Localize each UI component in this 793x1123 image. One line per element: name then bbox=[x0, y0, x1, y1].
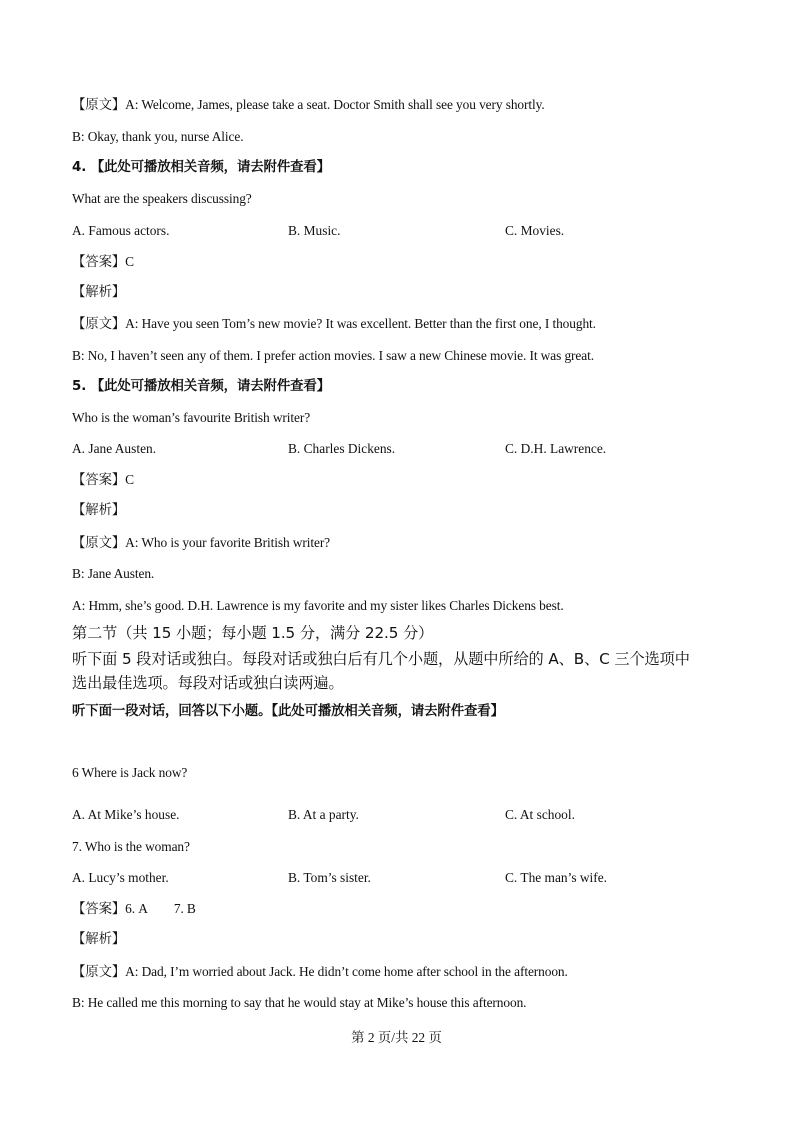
question-5-option-c: C. D.H. Lawrence. bbox=[505, 441, 607, 456]
transcript-line: B: No, I haven’t seen any of them. I prefer action movies. I saw a new Chinese movie. It was great. bbox=[72, 348, 594, 363]
question-4-option-a: A. Famous actors. bbox=[72, 223, 170, 238]
transcript-text: A: Welcome, James, please take a seat. Doctor Smith shall see you very shortly. bbox=[125, 97, 545, 112]
question-5-text: Who is the woman’s favourite British writer? bbox=[72, 410, 311, 425]
question-4-title: 4. 【此处可播放相关音频，请去附件查看】 bbox=[72, 160, 330, 175]
answer-value: C bbox=[125, 254, 135, 269]
transcript-line bbox=[72, 535, 330, 552]
original-text-tag: 【原文】 bbox=[72, 317, 126, 332]
question-5-analysis: 【解析】 bbox=[72, 503, 126, 518]
question-6-text: 6 Where is Jack now? bbox=[72, 765, 188, 780]
section-2-instructions: 选出最佳选项。每段对话或独白读两遍。 bbox=[72, 674, 344, 692]
original-text-tag: 【原文】 bbox=[72, 965, 126, 980]
section-2-instructions: 听下面 5 段对话或独白。每段对话或独白后有几个小题，从题中所给的 A、B、C 三个选项中 bbox=[72, 650, 690, 668]
transcript-line bbox=[72, 97, 545, 114]
question-4-text: What are the speakers discussing? bbox=[72, 191, 252, 206]
question-4-analysis: 【解析】 bbox=[72, 285, 126, 300]
question-6-option-c: C. At school. bbox=[505, 807, 575, 822]
dialog-instruction: 听下面一段对话，回答以下小题。【此处可播放相关音频，请去附件查看】 bbox=[72, 704, 504, 719]
questions-6-7-answer bbox=[72, 901, 196, 918]
transcript-line: B: He called me this morning to say that he would stay at Mike’s house this afternoon. bbox=[72, 995, 527, 1010]
answer-tag: 【答案】 bbox=[72, 473, 126, 488]
question-6-option-a: A. At Mike’s house. bbox=[72, 807, 180, 822]
original-text-tag: 【原文】 bbox=[72, 536, 126, 551]
transcript-line: B: Okay, thank you, nurse Alice. bbox=[72, 129, 244, 144]
answer-tag: 【答案】 bbox=[72, 255, 126, 270]
question-7-option-b: B. Tom’s sister. bbox=[288, 870, 371, 885]
transcript-line bbox=[72, 316, 596, 333]
transcript-text: A: Have you seen Tom’s new movie? It was excellent. Better than the first one, I thought. bbox=[125, 316, 596, 331]
transcript-line: A: Hmm, she’s good. D.H. Lawrence is my favorite and my sister likes Charles Dickens best. bbox=[72, 598, 564, 613]
question-4-option-b: B. Music. bbox=[288, 223, 341, 238]
answer-value: 6. A bbox=[125, 901, 148, 916]
question-5-option-a: A. Jane Austen. bbox=[72, 441, 157, 456]
questions-6-7-analysis: 【解析】 bbox=[72, 932, 126, 947]
section-2-title: 第二节（共 15 小题；每小题 1.5 分，满分 22.5 分） bbox=[72, 624, 434, 642]
question-4-option-c: C. Movies. bbox=[505, 223, 565, 238]
question-5-answer bbox=[72, 472, 134, 489]
question-7-option-c: C. The man’s wife. bbox=[505, 870, 608, 885]
page-number: 第 2 页/共 22 页 bbox=[351, 1030, 442, 1045]
question-4-answer bbox=[72, 254, 134, 271]
original-text-tag: 【原文】 bbox=[72, 98, 126, 113]
transcript-line: B: Jane Austen. bbox=[72, 566, 155, 581]
question-7-option-a: A. Lucy’s mother. bbox=[72, 870, 169, 885]
transcript-text: A: Dad, I’m worried about Jack. He didn’t come home after school in the afternoon. bbox=[125, 964, 568, 979]
transcript-text: A: Who is your favorite British writer? bbox=[125, 535, 331, 550]
question-5-title: 5. 【此处可播放相关音频，请去附件查看】 bbox=[72, 379, 330, 394]
transcript-line bbox=[72, 964, 568, 981]
question-5-option-b: B. Charles Dickens. bbox=[288, 441, 396, 456]
answer-value: C bbox=[125, 472, 135, 487]
question-6-option-b: B. At a party. bbox=[288, 807, 359, 822]
question-7-text: 7. Who is the woman? bbox=[72, 839, 190, 854]
answer-value: 7. B bbox=[173, 901, 196, 916]
answer-tag: 【答案】 bbox=[72, 902, 126, 917]
